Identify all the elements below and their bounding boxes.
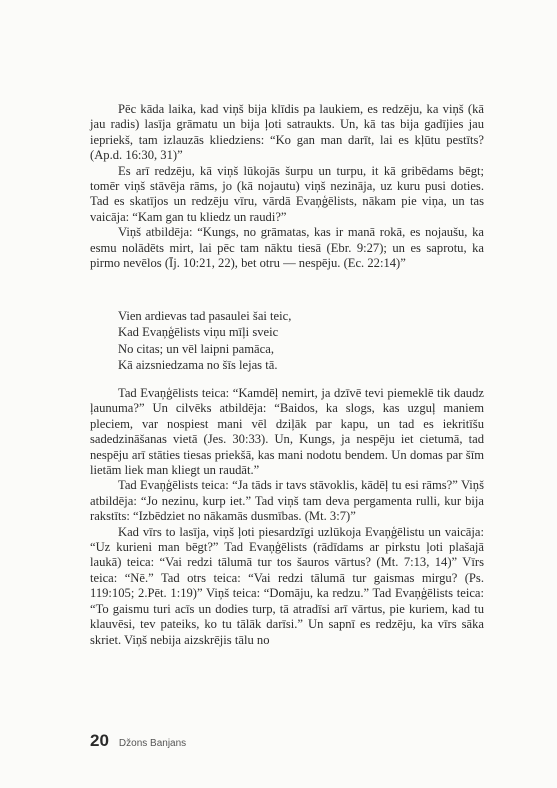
paragraph: Tad Evaņģēlists teica: “Ja tāds ir tavs stāvoklis, kādēļ tu esi rāms?” Viņš atbildēja: “Jo nezinu, kurp iet.” Tad viņš tam deva pergamenta rulli, kur bija rakstīts: “Izbēdziet no nākamās dusmības. (Mt. 3:7)” [90, 478, 484, 524]
running-header-author: Džons Banjans [118, 738, 187, 749]
paragraph: Kad vīrs to lasīja, viņš ļoti piesardzīgi uzlūkoja Evaņģēlistu un vaicāja: “Uz kurieni man bēgt?” Tad Evaņģēlists (rādīdams ar pirkstu ļoti plašajā laukā) teica: “Vai redzi tālumā tur tos šauros vārtus? (Mt. 7:13, 14)” Vīrs teica: “Nē.” Tad otrs teica: “Vai redzi tālumā tur gaismas mirgu? (Ps. 119:105; 2.Pēt. 1:19)” Viņš teica: “Domāju, ka redzu.” Tad Evaņģēlists teica: “To gaismu turi acīs un dodies turp, tā atradīsi arī vārtus, pie kuriem, kad tu klauvēsi, tev pateiks, ko tu tālāk darīsi.” Un sapnī es redzēju, ka vīrs sāka skriet. Viņš nebija aizskrējis tālu no [90, 524, 484, 647]
poem-line: Kad Evaņģēlists viņu mīļi sveic [118, 325, 279, 340]
paragraph: Es arī redzēju, kā viņš lūkojās šurpu un turpu, it kā gribēdams bēgt; tomēr viņš stāvēja rāms, jo (kā nojautu) viņš nezināja, uz kuru pusi doties. Tad es skatījos un redzēju vīru, vārdā Evaņģēlists, nākam pie viņa, un tas vaicāja: “Kam gan tu kliedz un raudi?” [90, 163, 484, 224]
paragraph: Pēc kāda laika, kad viņš bija klīdis pa laukiem, es redzēju, ka viņš (kā jau radis) lasīja grāmatu un bija ļoti satraukts. Un, kā tas bija gadījies jau iepriekš, tam izlauzās kliedziens: “Ko gan man darīt, lai es kļūtu pestīts? (Ap.d. 16:30, 31)” [90, 102, 484, 163]
poem-line: Vien ardievas tad pasaulei šai teic, [118, 309, 292, 323]
text-block-bottom [90, 386, 484, 648]
paragraph: Viņš atbildēja: “Kungs, no grāmatas, kas ir manā rokā, es nojaušu, ka esmu nolādēts mirt, lai pēc tam nāktu tiesā (Ebr. 9:27); un es saprotu, ka pirmo nevēlos (Īj. 10:21, 22), bet otru — nespēju. (Ec. 22:14)” [90, 225, 484, 271]
text-block-top [90, 102, 484, 271]
poem-stanza [118, 308, 291, 374]
poem-line: No citas; un vēl laipni pamāca, [118, 341, 274, 356]
page-number: 20 [90, 731, 109, 750]
poem-line: Kā aizsniedzama no šīs lejas tā. [118, 358, 278, 373]
paragraph: Tad Evaņģēlists teica: “Kamdēļ nemirt, ja dzīvē tevi piemeklē tik daudz ļaunuma?” Un cilvēks atbildēja: “Baidos, ka slogs, kas uzguļ maniem pleciem, var nospiest mani vēl dziļāk par kapu, un tad es iekritīšu sadedzināšanas vietā (Jes. 30:33). Un, Kungs, ja nespēju iet cietumā, tad nespēju arī stāties tiesas priekšā, kas mani nodotu bendem. Un domas par šīm lietām liek man kliegt un raudāt.” [90, 386, 484, 478]
page-footer [90, 731, 186, 751]
